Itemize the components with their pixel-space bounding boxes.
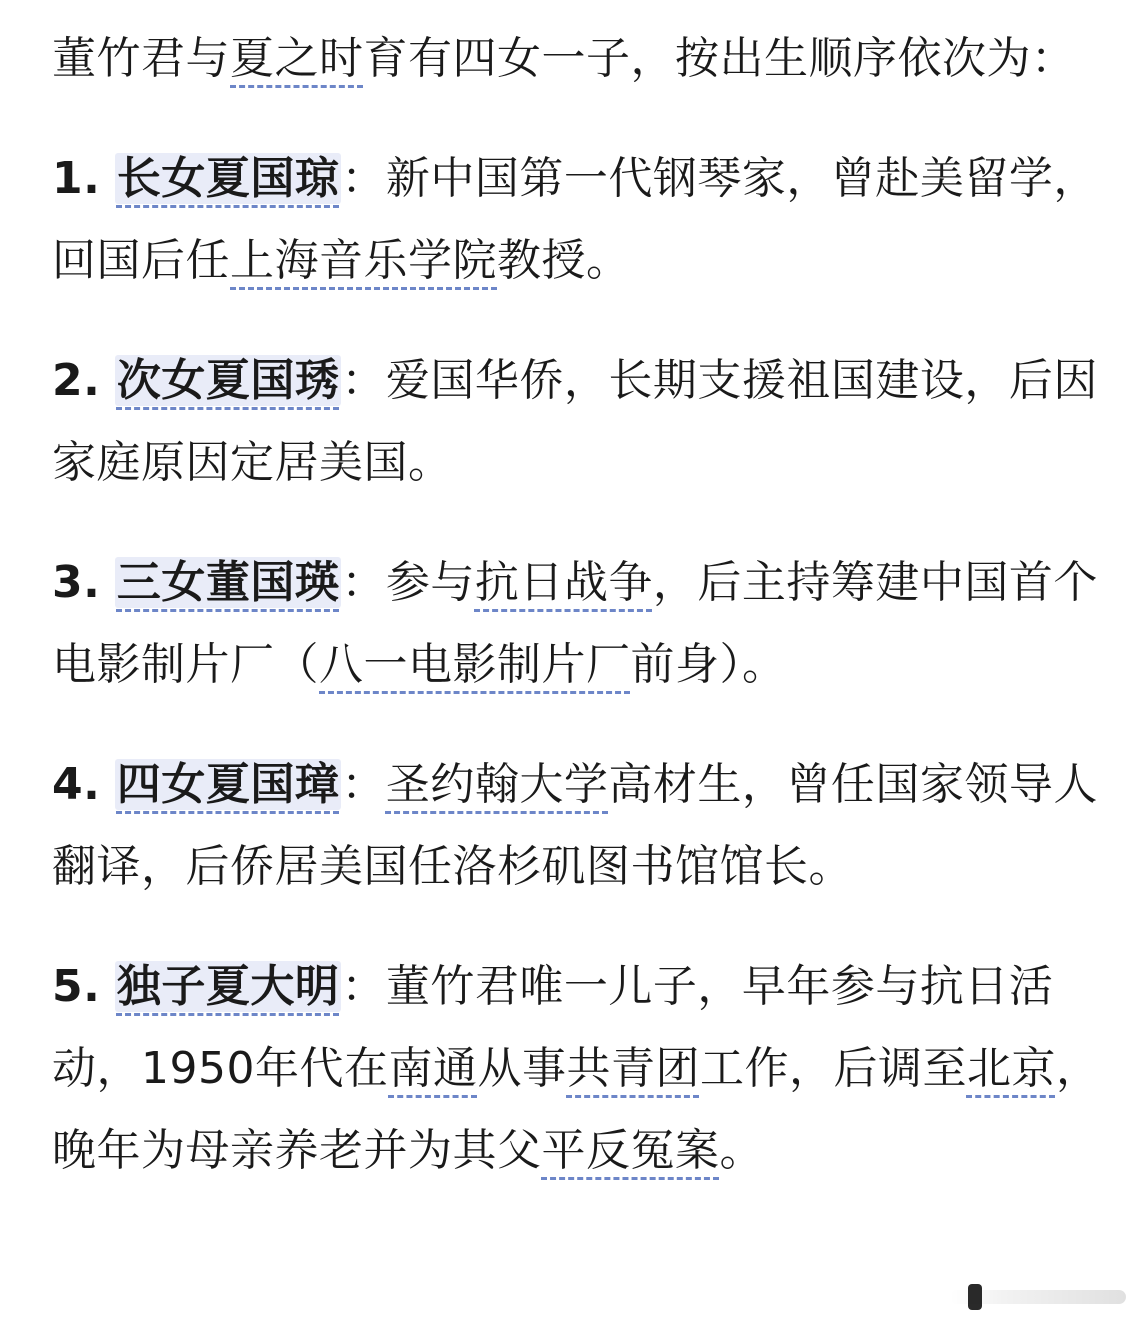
entry-name-link[interactable]: 三女董国瑛	[116, 557, 340, 608]
entry-colon: ：	[341, 355, 386, 406]
entry-number: 4.	[52, 759, 101, 810]
entry-text: 高材生，曾任国家领导人翻译，后侨居美国任洛杉矶图书馆馆长。	[52, 759, 1098, 892]
entry-number: 1.	[52, 153, 101, 204]
link-august-first-film-studio[interactable]: 八一电影制片厂	[319, 639, 631, 690]
entry-number: 3.	[52, 557, 101, 608]
entry-text: 前身）。	[630, 639, 787, 690]
intro-text-end: 育有四女一子，按出生顺序依次为：	[363, 33, 1076, 84]
link-beijing[interactable]: 北京	[966, 1043, 1056, 1094]
entry-5	[52, 946, 1120, 1192]
link-rehabilitation-case[interactable]: 平反冤案	[541, 1125, 720, 1176]
intro-paragraph	[52, 18, 1120, 100]
link-anti-japanese-war[interactable]: 抗日战争	[474, 557, 653, 608]
document-body	[52, 18, 1120, 1192]
entry-text: 新中国第一代钢琴家，曾赴美留学，回国后任	[52, 153, 1098, 286]
link-st-johns-university[interactable]: 圣约翰大学	[385, 759, 609, 810]
entry-text: 董竹君唯一儿子，早年参与抗日活动，1950年代在	[52, 961, 1054, 1094]
entry-text: 爱国华侨，长期支援祖国建设，后因家庭原因定居美国。	[52, 355, 1098, 488]
entry-1	[52, 138, 1120, 302]
entry-text: 教授。	[497, 235, 631, 286]
entry-3	[52, 542, 1120, 706]
link-shanghai-conservatory[interactable]: 上海音乐学院	[230, 235, 497, 286]
entry-text: ，晚年为母亲养老并为其父	[52, 1043, 1101, 1176]
link-communist-youth-league[interactable]: 共青团	[566, 1043, 700, 1094]
entry-colon: ：	[341, 961, 386, 1012]
entry-number: 2.	[52, 355, 101, 406]
entry-text: ，后主持筹建中国首个电影制片厂（	[52, 557, 1098, 690]
intro-text-start: 董竹君与	[52, 33, 230, 84]
entry-text: 工作，后调至	[699, 1043, 967, 1094]
entry-colon: ：	[341, 759, 386, 810]
link-nantong[interactable]: 南通	[388, 1043, 478, 1094]
entry-colon: ：	[341, 557, 386, 608]
watermark-bar	[950, 1290, 1126, 1304]
entry-2	[52, 340, 1120, 504]
link-xia-zhishi[interactable]: 夏之时	[230, 33, 364, 84]
entry-text: 。	[719, 1125, 764, 1176]
entry-text: 从事	[477, 1043, 567, 1094]
entry-name-link[interactable]: 次女夏国琇	[116, 355, 340, 406]
entry-number: 5.	[52, 961, 101, 1012]
entry-name-link[interactable]: 独子夏大明	[116, 961, 340, 1012]
entry-text: 参与	[385, 557, 475, 608]
entry-4	[52, 744, 1120, 908]
entry-name-link[interactable]: 四女夏国璋	[116, 759, 340, 810]
entry-name-link[interactable]: 长女夏国琼	[116, 153, 340, 204]
entry-colon: ：	[341, 153, 386, 204]
